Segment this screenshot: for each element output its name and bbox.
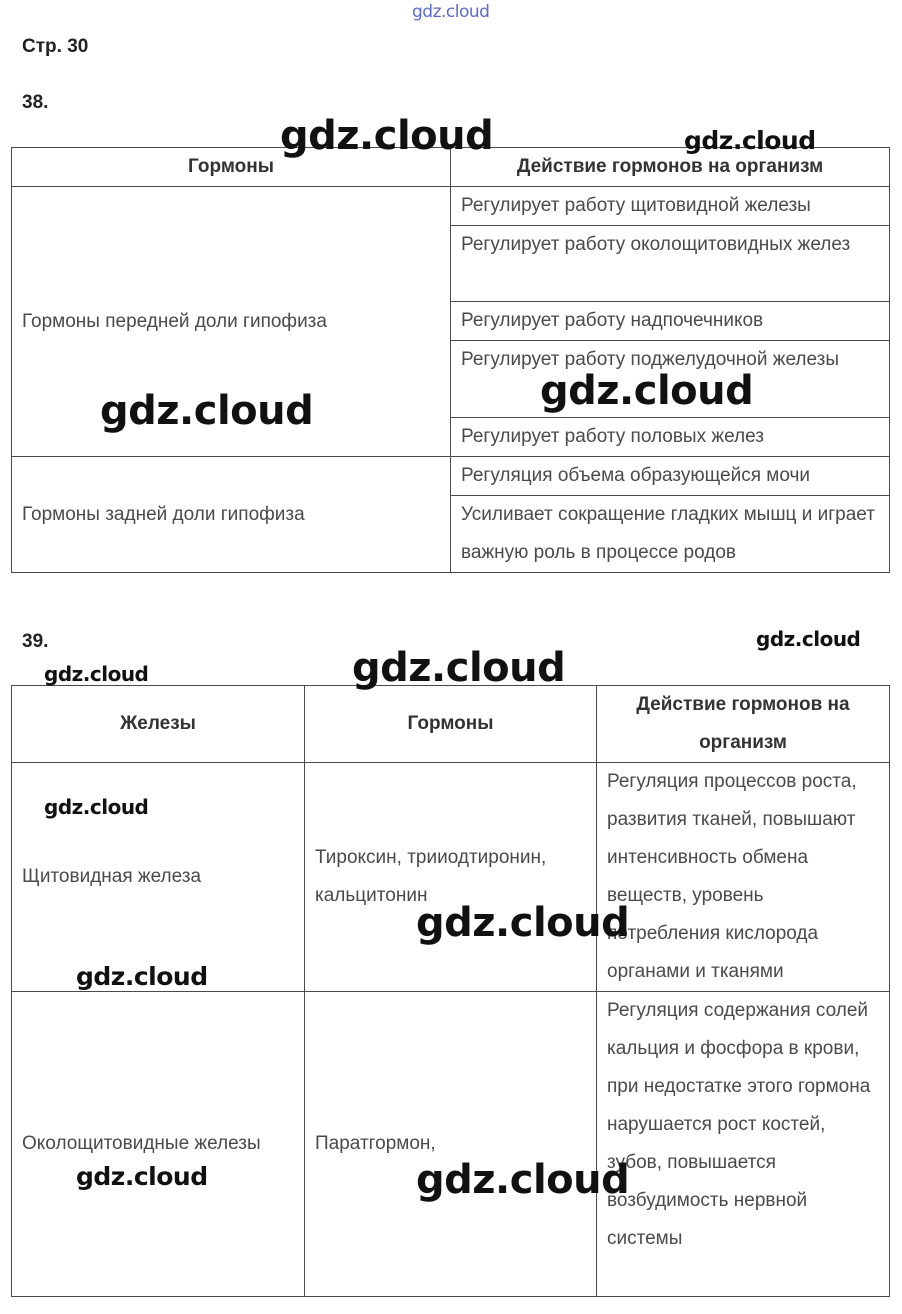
header-hormones: Гормоны (305, 686, 597, 763)
watermark: gdz.cloud (44, 662, 149, 686)
site-watermark-top: gdz.cloud (412, 2, 490, 22)
header-action: Действие гормонов на организм (451, 148, 890, 187)
watermark: gdz.cloud (684, 126, 816, 155)
gland-cell: Околощитовидные железы (12, 992, 305, 1297)
watermark: gdz.cloud (100, 388, 314, 434)
header-action: Действие гормонов на организм (597, 686, 890, 763)
hormone-cell-posterior: Гормоны задней доли гипофиза (12, 457, 451, 573)
task-39-number: 39. (22, 631, 49, 652)
action-cell: Регуляция содержания солей кальция и фосфора в крови, при недостатке этого гормона нарушается рост костей, зубов, повышается возбудимость нервной системы (597, 992, 890, 1297)
action-cell: Регулирует работу половых желез (451, 418, 890, 457)
watermark: gdz.cloud (280, 113, 494, 159)
hormones-cell: Тироксин, трииодтиронин, кальцитонин (305, 763, 597, 992)
action-cell: Усиливает сокращение гладких мышц и играет важную роль в процессе родов (451, 496, 890, 573)
watermark: gdz.cloud (76, 1162, 208, 1191)
header-hormones: Гормоны (12, 148, 451, 187)
watermark: gdz.cloud (44, 795, 149, 819)
action-cell: Регулирует работу надпочечников (451, 302, 890, 341)
header-glands: Железы (12, 686, 305, 763)
watermark: gdz.cloud (352, 645, 566, 691)
gland-cell: Щитовидная железа (12, 763, 305, 992)
hormones-table-38 (11, 147, 890, 573)
watermark: gdz.cloud (756, 627, 861, 651)
watermark: gdz.cloud (76, 962, 208, 991)
action-cell: Регулирует работу щитовидной железы (451, 187, 890, 226)
task-38-number: 38. (22, 92, 49, 113)
action-cell: Регуляция объема образующейся мочи (451, 457, 890, 496)
action-cell: Регулирует работу околощитовидных желез (451, 226, 890, 302)
glands-table-39 (11, 685, 890, 1297)
watermark: gdz.cloud (416, 900, 630, 946)
watermark: gdz.cloud (540, 368, 754, 414)
hormones-cell: Паратгормон, (305, 992, 597, 1297)
action-cell: Регулирует работу поджелудочной железы (451, 341, 890, 418)
page-label: Стр. 30 (22, 36, 89, 57)
action-cell: Регуляция процессов роста, развития тканей, повышают интенсивность обмена веществ, уровень потребления кислорода органами и тканями (597, 763, 890, 992)
hormone-cell-anterior: Гормоны передней доли гипофиза (12, 187, 451, 457)
watermark: gdz.cloud (416, 1157, 630, 1203)
